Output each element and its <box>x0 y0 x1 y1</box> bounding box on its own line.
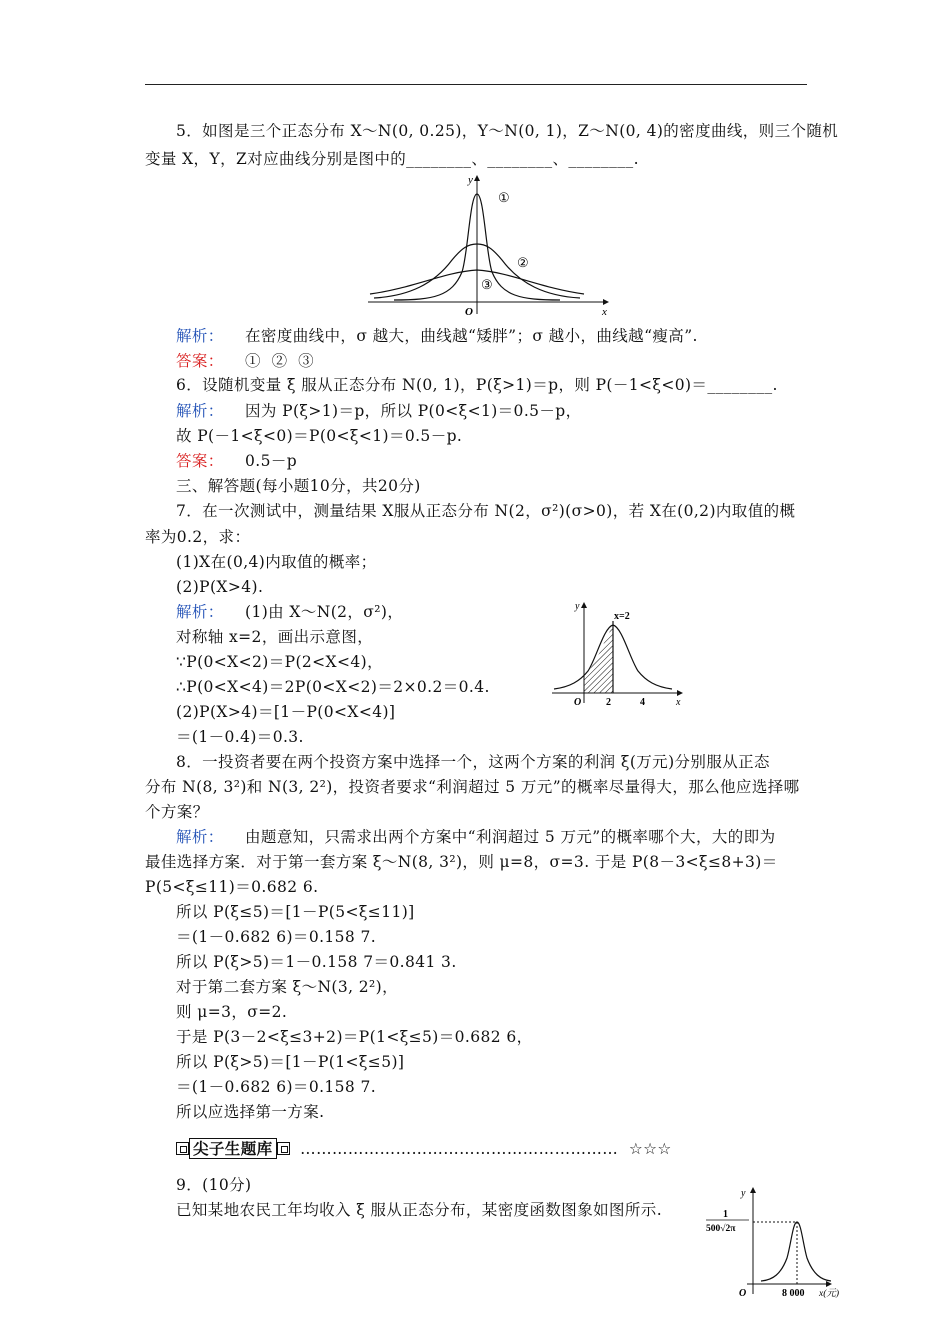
q5-solution <box>176 326 698 346</box>
q8-s7: 对于第二套方案 ξ～N(3, 2²)， <box>176 978 399 996</box>
solution-label: 解析： <box>176 828 224 846</box>
fig-y-label: y <box>575 601 580 612</box>
q8-s3: P(5<ξ≤11)＝0.682 6. <box>145 878 319 896</box>
q7-s5: (2)P(X>4)＝[1－P(0<X<4)] <box>176 703 396 721</box>
q7-s2: 对称轴 x=2，画出示意图， <box>176 628 374 646</box>
q7-line1: 7．在一次测试中，测量结果 X服从正态分布 N(2，σ²)(σ>0)，若 X在(0,2)内取值的概 <box>176 502 796 520</box>
tick-2-label: 2 <box>606 697 611 708</box>
q7-solution <box>176 602 403 622</box>
q7-shaded-normal-figure <box>548 597 688 711</box>
q7-line2: 率为0.2，求： <box>145 528 251 546</box>
curve-1-label: ① <box>498 190 510 205</box>
section-3-heading: 三、解答题(每小题10分，共20分) <box>176 477 421 495</box>
q8-s9: 于是 P(3－2<ξ≤3+2)＝P(1<ξ≤5)＝0.682 6， <box>176 1028 533 1046</box>
q8-s12: 所以应选择第一方案. <box>176 1103 325 1121</box>
fig-origin-label: O <box>574 697 582 708</box>
q5-answer <box>176 351 314 371</box>
q6-line3: 故 P(－1<ξ<0)＝P(0<ξ<1)＝0.5－p. <box>176 427 463 445</box>
density-curve <box>761 1222 831 1281</box>
q6-solution <box>176 401 582 421</box>
bank-stars: ☆☆☆ <box>628 1140 672 1158</box>
q8-line3: 个方案？ <box>145 803 209 821</box>
fig-x-label: x(元) <box>819 1289 840 1299</box>
curve-3-label: ③ <box>481 277 493 292</box>
solution-label: 解析： <box>176 603 224 621</box>
bank-title: 尖子生题库 <box>189 1138 277 1159</box>
q9-income-density-figure <box>703 1184 853 1302</box>
q7-s3: ∵P(0<X<2)＝P(2<X<4)， <box>176 653 383 671</box>
header-rule <box>145 84 807 85</box>
q8-s5: ＝(1－0.682 6)＝0.158 7. <box>176 928 377 946</box>
solution-label: 解析： <box>176 327 224 345</box>
q5-normal-curves-figure <box>364 172 616 320</box>
q9-line1: 9．(10分) <box>176 1176 252 1194</box>
q8-s10: 所以 P(ξ>5)＝[1－P(1<ξ≤5)] <box>176 1053 405 1071</box>
mean-tick-label: 8 000 <box>782 1288 805 1299</box>
q7-s6: ＝(1－0.4)＝0.3. <box>176 728 304 746</box>
q6-line1: 6．设随机变量 ξ 服从正态分布 N(0, 1)，P(ξ>1)＝p，则 P(－1<ξ<0)＝________. <box>176 376 778 394</box>
q9-line2: 已知某地农民工年均收入 ξ 服从正态分布，某密度函数图象如图所示. <box>176 1201 663 1219</box>
bank-dots: …………………………………………………… <box>300 1140 619 1158</box>
solution-text: 在密度曲线中，σ 越大，曲线越“矮胖”；σ 越小，曲线越“瘦高”. <box>245 327 698 345</box>
shaded-region <box>584 625 613 693</box>
curve-2-label: ② <box>517 255 529 270</box>
question-bank-banner <box>176 1139 672 1159</box>
answer-label: 答案： <box>176 452 224 470</box>
q8-s2: 最佳选择方案．对于第一套方案 ξ～N(8, 3²)，则 μ=8，σ=3. 于是 P(8－3<ξ≤8+3)＝ <box>145 853 778 871</box>
q8-s6: 所以 P(ξ>5)＝1－0.158 7＝0.841 3. <box>176 953 457 971</box>
q8-s11: ＝(1－0.682 6)＝0.158 7. <box>176 1078 377 1096</box>
q7-line4: (2)P(X>4). <box>176 578 264 596</box>
q5-line2: 变量 X，Y，Z对应曲线分别是图中的________、________、________. <box>145 150 639 168</box>
fig-y-label: y <box>741 1188 746 1199</box>
tick-4-label: 4 <box>640 697 645 708</box>
q8-line2: 分布 N(8, 3²)和 N(3, 2²)，投资者要求“利润超过 5 万元”的概率尽量得大，那么他应选择哪 <box>145 778 800 796</box>
solution-label: 解析： <box>176 402 224 420</box>
q8-line1: 8．一投资者要在两个投资方案中选择一个，这两个方案的利润 ξ(万元)分别服从正态 <box>176 753 770 771</box>
q7-line3: (1)X在(0,4)内取值的概率； <box>176 553 377 571</box>
answer-text: 0.5－p <box>245 452 298 470</box>
peak-denominator: 500√2π <box>706 1224 736 1234</box>
fig-x-label: x <box>676 697 681 708</box>
fig-x-label: x <box>602 306 607 318</box>
q8-s4: 所以 P(ξ≤5)＝[1－P(5<ξ≤11)] <box>176 903 415 921</box>
symmetry-axis-label: x=2 <box>614 611 630 622</box>
q6-answer <box>176 451 297 471</box>
square-icon <box>176 1142 189 1155</box>
answer-text: ① ② ③ <box>245 352 315 370</box>
q5-line1: 5．如图是三个正态分布 X～N(0, 0.25)，Y～N(0, 1)，Z～N(0, 4)的密度曲线，则三个随机 <box>176 122 839 140</box>
solution-text: 由题意知，只需求出两个方案中“利润超过 5 万元”的概率哪个大，大的即为 <box>245 828 776 846</box>
solution-text: (1)由 X～N(2，σ²)， <box>245 603 404 621</box>
square-icon <box>277 1142 290 1155</box>
q8-solution <box>176 827 775 847</box>
fig-origin-label: O <box>465 306 473 318</box>
peak-numerator: 1 <box>723 1209 728 1220</box>
solution-text: 因为 P(ξ>1)＝p，所以 P(0<ξ<1)＝0.5－p， <box>245 402 582 420</box>
fig-origin-label: O <box>739 1288 747 1299</box>
q7-s4: ∴P(0<X<4)＝2P(0<X<2)＝2×0.2＝0.4. <box>176 678 490 696</box>
q8-s8: 则 μ=3，σ=2. <box>176 1003 288 1021</box>
fig-y-label: y <box>468 174 473 186</box>
answer-label: 答案： <box>176 352 224 370</box>
